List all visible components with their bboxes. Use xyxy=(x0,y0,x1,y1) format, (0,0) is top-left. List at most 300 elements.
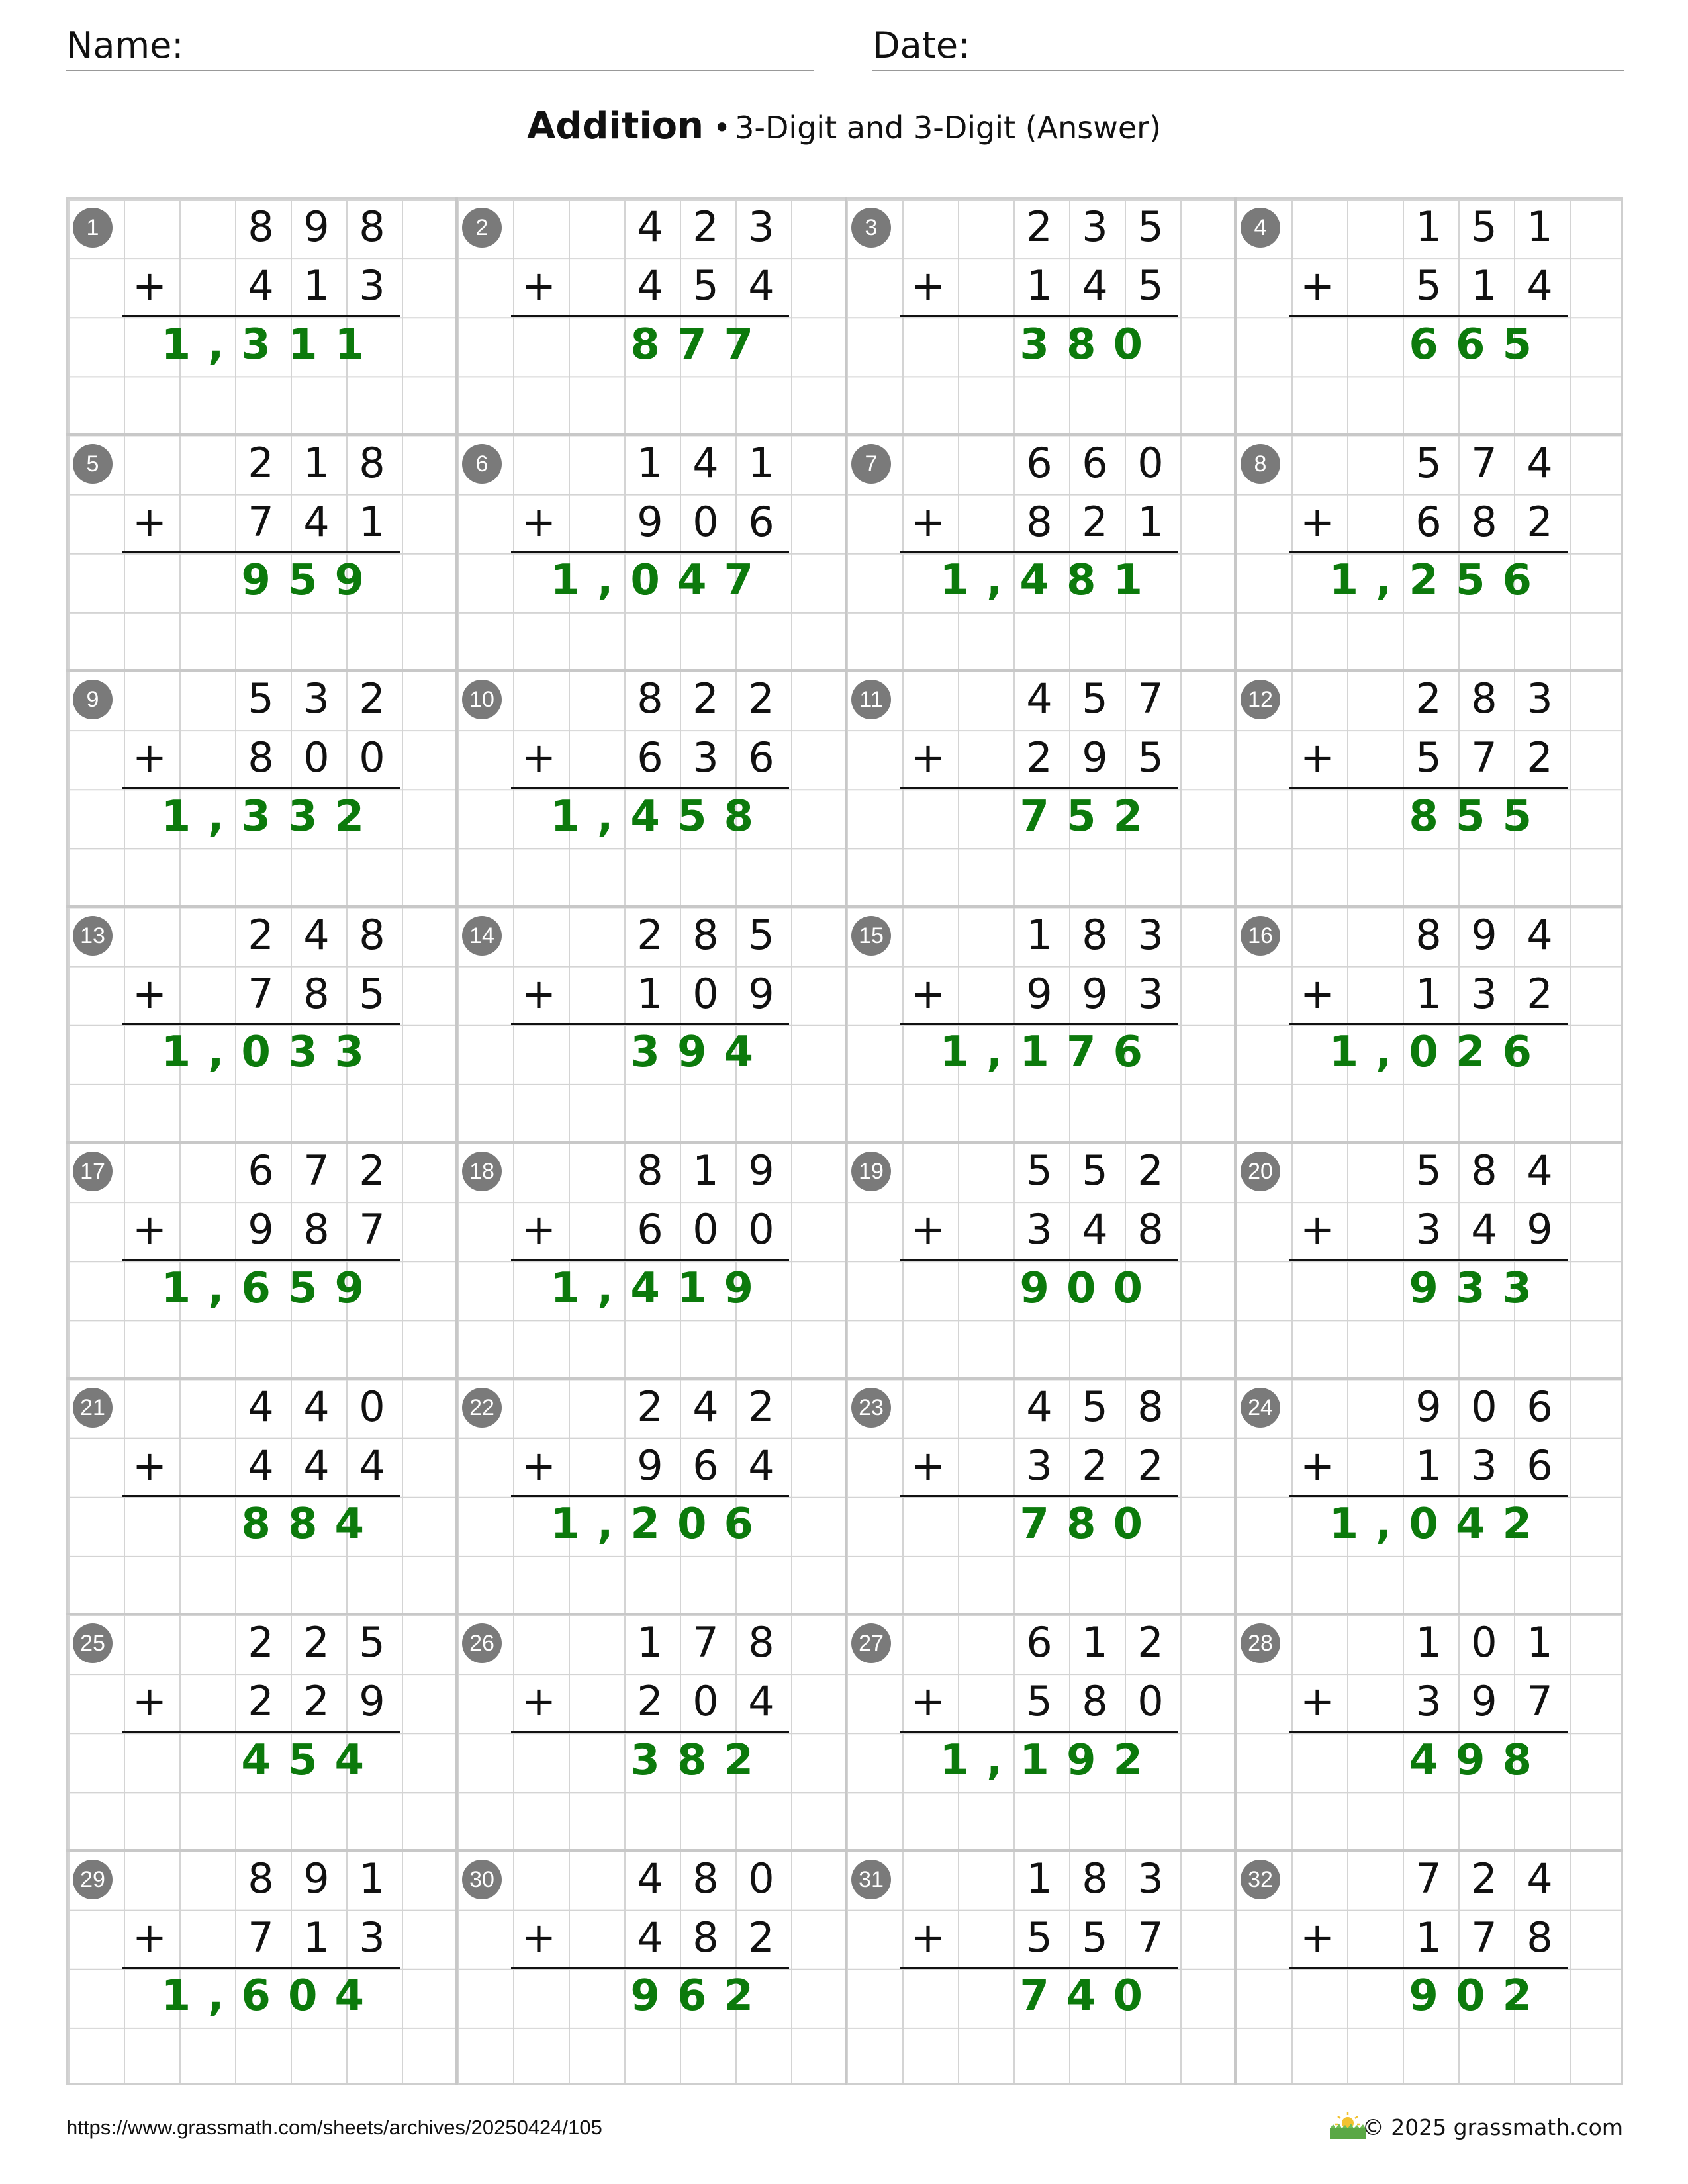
addend-digit: 8 xyxy=(1082,1677,1108,1726)
addend-digit: 4 xyxy=(748,261,774,310)
addend-digit: 8 xyxy=(1471,1146,1497,1195)
answer: 877 xyxy=(630,320,771,369)
addend-digit: 7 xyxy=(1471,733,1497,782)
plus-sign: + xyxy=(1300,261,1335,310)
problem-number-badge: 32 xyxy=(1241,1860,1280,1899)
addend-digit: 2 xyxy=(1526,733,1553,782)
plus-sign: + xyxy=(522,1441,556,1490)
answer: 1,026 xyxy=(1329,1028,1549,1077)
addend-digit: 8 xyxy=(1526,1913,1553,1962)
addend-digit: 7 xyxy=(1137,1913,1164,1962)
answer: 780 xyxy=(1019,1500,1160,1549)
addend-digit: 6 xyxy=(1415,497,1442,546)
addend-digit: 4 xyxy=(637,1913,663,1962)
addend-digit: 2 xyxy=(1137,1146,1164,1195)
problem-block xyxy=(845,1141,1234,1377)
addend-digit: 8 xyxy=(637,1146,663,1195)
answer: 1,206 xyxy=(550,1500,771,1549)
addend-digit: 5 xyxy=(359,969,385,1018)
addend-digit: 2 xyxy=(692,674,719,723)
problem-number-badge: 12 xyxy=(1241,680,1280,719)
addend-digit: 8 xyxy=(359,438,385,487)
block-divider xyxy=(1234,669,1237,905)
plus-sign: + xyxy=(522,1205,556,1253)
problem-block xyxy=(845,197,1234,433)
addend-digit: 8 xyxy=(692,1854,719,1903)
addend-digit: 2 xyxy=(637,1677,663,1726)
addend-digit: 8 xyxy=(1082,910,1108,959)
addend-digit: 7 xyxy=(1415,1854,1442,1903)
addend-digit: 6 xyxy=(1082,438,1108,487)
problem-block xyxy=(845,669,1234,905)
problem-block xyxy=(1234,1377,1623,1614)
problem-block xyxy=(66,1141,455,1377)
problem-block xyxy=(66,1849,455,2085)
addend-digit: 1 xyxy=(359,1854,385,1903)
answer: 1,659 xyxy=(161,1263,381,1313)
problem-number-badge: 15 xyxy=(851,916,891,956)
addend-digit: 3 xyxy=(1137,910,1164,959)
addend-digit: 0 xyxy=(303,733,330,782)
addend-digit: 9 xyxy=(1471,1677,1497,1726)
addend-digit: 4 xyxy=(303,1382,330,1431)
answer: 1,332 xyxy=(161,792,381,841)
problem-block xyxy=(845,1849,1234,2085)
plus-sign: + xyxy=(132,1441,167,1490)
addend-digit: 4 xyxy=(1026,1382,1053,1431)
problem-block xyxy=(1234,433,1623,670)
plus-sign: + xyxy=(132,1205,167,1253)
problem-number-badge: 21 xyxy=(73,1388,113,1428)
problem-block xyxy=(1234,1849,1623,2085)
block-divider xyxy=(1234,1849,1237,2085)
answer: 380 xyxy=(1019,320,1160,369)
addend-digit: 2 xyxy=(1526,497,1553,546)
addend-digit: 8 xyxy=(692,910,719,959)
answer: 1,176 xyxy=(939,1028,1160,1077)
addend-digit: 8 xyxy=(359,203,385,251)
addend-digit: 2 xyxy=(1082,497,1108,546)
addend-digit: 9 xyxy=(748,1146,774,1195)
block-divider xyxy=(845,1849,847,2085)
plus-sign: + xyxy=(522,497,556,546)
problem-number-badge: 17 xyxy=(73,1152,113,1191)
addend-digit: 3 xyxy=(1026,1441,1053,1490)
addend-digit: 7 xyxy=(303,1146,330,1195)
plus-sign: + xyxy=(911,497,945,546)
addend-digit: 4 xyxy=(1082,261,1108,310)
addend-digit: 7 xyxy=(1471,1913,1497,1962)
plus-sign: + xyxy=(1300,497,1335,546)
addend-digit: 1 xyxy=(637,969,663,1018)
addend-digit: 7 xyxy=(359,1205,385,1254)
addend-digit: 2 xyxy=(692,203,719,251)
plus-sign: + xyxy=(911,969,945,1018)
addend-digit: 2 xyxy=(1026,203,1053,251)
addend-digit: 8 xyxy=(359,910,385,959)
addend-digit: 8 xyxy=(1082,1854,1108,1903)
addend-digit: 1 xyxy=(1026,910,1053,959)
block-divider xyxy=(455,1377,458,1614)
addend-digit: 5 xyxy=(1026,1146,1053,1195)
addend-digit: 5 xyxy=(1137,203,1164,251)
addend-digit: 1 xyxy=(359,497,385,546)
plus-sign: + xyxy=(1300,1677,1335,1725)
answer: 1,192 xyxy=(939,1735,1160,1785)
addend-digit: 7 xyxy=(248,497,274,546)
addend-digit: 3 xyxy=(692,733,719,782)
addend-digit: 2 xyxy=(303,1677,330,1726)
problem-number-badge: 13 xyxy=(73,916,113,956)
block-divider xyxy=(1234,905,1237,1142)
problem-number-badge: 4 xyxy=(1241,208,1280,248)
addend-digit: 8 xyxy=(1026,497,1053,546)
answer: 1,458 xyxy=(550,792,771,841)
addend-digit: 9 xyxy=(1082,733,1108,782)
problem-block xyxy=(1234,905,1623,1142)
addend-digit: 1 xyxy=(748,438,774,487)
addend-digit: 2 xyxy=(1526,969,1553,1018)
problem-number-badge: 1 xyxy=(73,208,113,248)
addend-digit: 5 xyxy=(359,1618,385,1666)
plus-sign: + xyxy=(911,1913,945,1962)
problem-block xyxy=(455,1849,845,2085)
addend-digit: 5 xyxy=(1415,438,1442,487)
problem-block xyxy=(455,905,845,1142)
answer: 1,256 xyxy=(1329,556,1549,605)
block-divider xyxy=(845,1613,847,1849)
problem-block xyxy=(455,669,845,905)
problem-block xyxy=(1234,669,1623,905)
addend-digit: 3 xyxy=(748,203,774,251)
block-divider xyxy=(455,1849,458,2085)
addend-digit: 6 xyxy=(1026,438,1053,487)
addend-digit: 9 xyxy=(1471,910,1497,959)
addend-digit: 5 xyxy=(1082,674,1108,723)
answer: 962 xyxy=(630,1972,771,2021)
answer: 900 xyxy=(1019,1263,1160,1313)
block-divider xyxy=(845,1377,847,1614)
problem-block xyxy=(845,433,1234,670)
addend-digit: 5 xyxy=(1026,1677,1053,1726)
block-divider xyxy=(455,1141,458,1377)
plus-sign: + xyxy=(132,261,167,310)
block-divider xyxy=(1234,1377,1237,1614)
addend-digit: 2 xyxy=(248,438,274,487)
addend-digit: 9 xyxy=(303,1854,330,1903)
footer-copyright: © 2025 grassmath.com xyxy=(1362,2115,1623,2140)
addend-digit: 3 xyxy=(1526,674,1553,723)
addend-digit: 8 xyxy=(248,1854,274,1903)
problem-block xyxy=(66,197,455,433)
addend-digit: 4 xyxy=(248,1382,274,1431)
addend-digit: 1 xyxy=(303,1913,330,1962)
addend-digit: 0 xyxy=(748,1205,774,1254)
addend-digit: 3 xyxy=(1137,969,1164,1018)
addend-digit: 6 xyxy=(637,733,663,782)
addend-digit: 2 xyxy=(303,1618,330,1666)
addend-digit: 0 xyxy=(359,1382,385,1431)
addend-digit: 0 xyxy=(1137,438,1164,487)
problem-block xyxy=(455,197,845,433)
plus-sign: + xyxy=(1300,733,1335,782)
addend-digit: 8 xyxy=(692,1913,719,1962)
answer: 902 xyxy=(1409,1972,1549,2021)
answer: 1,419 xyxy=(550,1263,771,1313)
problem-number-badge: 11 xyxy=(851,680,891,719)
addend-digit: 4 xyxy=(248,1441,274,1490)
answer: 1,033 xyxy=(161,1028,381,1077)
addend-digit: 2 xyxy=(1082,1441,1108,1490)
problem-number-badge: 9 xyxy=(73,680,113,719)
problem-block xyxy=(66,905,455,1142)
footer-url: https://www.grassmath.com/sheets/archives/20250424/105 xyxy=(66,2116,602,2139)
addend-digit: 5 xyxy=(1137,733,1164,782)
problem-block xyxy=(845,1377,1234,1614)
block-divider xyxy=(455,433,458,670)
problem-grid xyxy=(66,197,1623,2085)
addend-digit: 9 xyxy=(248,1205,274,1254)
addend-digit: 2 xyxy=(637,1382,663,1431)
answer: 740 xyxy=(1019,1972,1160,2021)
name-label: Name: xyxy=(66,24,184,66)
addend-digit: 5 xyxy=(1082,1913,1108,1962)
plus-sign: + xyxy=(1300,1205,1335,1253)
addend-digit: 3 xyxy=(1082,203,1108,251)
addend-digit: 2 xyxy=(359,1146,385,1195)
block-divider xyxy=(845,905,847,1142)
block-divider xyxy=(845,433,847,670)
answer: 394 xyxy=(630,1028,771,1077)
addend-digit: 2 xyxy=(748,1382,774,1431)
title-main: Addition xyxy=(526,105,704,148)
problem-block xyxy=(1234,1613,1623,1849)
addend-digit: 2 xyxy=(248,910,274,959)
addend-digit: 4 xyxy=(303,1441,330,1490)
plus-sign: + xyxy=(522,733,556,782)
problem-number-badge: 3 xyxy=(851,208,891,248)
date-field[interactable] xyxy=(872,20,1624,71)
block-divider xyxy=(845,197,847,433)
addend-digit: 4 xyxy=(1526,1146,1553,1195)
problem-number-badge: 16 xyxy=(1241,916,1280,956)
addend-digit: 0 xyxy=(692,969,719,1018)
plus-sign: + xyxy=(1300,969,1335,1018)
problem-number-badge: 22 xyxy=(462,1388,502,1428)
addend-digit: 8 xyxy=(303,1205,330,1254)
answer: 665 xyxy=(1409,320,1549,369)
name-field[interactable] xyxy=(66,20,814,71)
addend-digit: 2 xyxy=(1137,1618,1164,1666)
problem-number-badge: 29 xyxy=(73,1860,113,1899)
problem-number-badge: 10 xyxy=(462,680,502,719)
addend-digit: 3 xyxy=(1415,1205,1442,1254)
problem-block xyxy=(845,905,1234,1142)
addend-digit: 4 xyxy=(1082,1205,1108,1254)
addend-digit: 2 xyxy=(637,910,663,959)
addend-digit: 9 xyxy=(1526,1205,1553,1254)
addend-digit: 3 xyxy=(1137,1854,1164,1903)
addend-digit: 2 xyxy=(359,674,385,723)
problem-block xyxy=(66,1377,455,1614)
addend-digit: 6 xyxy=(1526,1441,1553,1490)
problem-block xyxy=(845,1613,1234,1849)
addend-digit: 0 xyxy=(692,497,719,546)
addend-digit: 6 xyxy=(248,1146,274,1195)
plus-sign: + xyxy=(1300,1441,1335,1490)
addend-digit: 1 xyxy=(1471,261,1497,310)
answer: 855 xyxy=(1409,792,1549,841)
addend-digit: 5 xyxy=(1471,203,1497,251)
plus-sign: + xyxy=(132,969,167,1018)
problem-number-badge: 2 xyxy=(462,208,502,248)
addend-digit: 9 xyxy=(748,969,774,1018)
addend-digit: 5 xyxy=(1415,733,1442,782)
answer: 1,047 xyxy=(550,556,771,605)
addend-digit: 1 xyxy=(1415,1913,1442,1962)
addend-digit: 1 xyxy=(1026,1854,1053,1903)
addend-digit: 0 xyxy=(692,1677,719,1726)
addend-digit: 1 xyxy=(1415,203,1442,251)
addend-digit: 7 xyxy=(1526,1677,1553,1726)
addend-digit: 2 xyxy=(748,674,774,723)
plus-sign: + xyxy=(911,733,945,782)
problem-number-badge: 5 xyxy=(73,444,113,484)
answer: 1,311 xyxy=(161,320,381,369)
answer: 382 xyxy=(630,1735,771,1785)
addend-digit: 4 xyxy=(1471,1205,1497,1254)
addend-digit: 8 xyxy=(748,1618,774,1666)
block-divider xyxy=(455,905,458,1142)
plus-sign: + xyxy=(132,497,167,546)
addend-digit: 6 xyxy=(748,497,774,546)
addend-digit: 4 xyxy=(1526,261,1553,310)
addend-digit: 7 xyxy=(248,1913,274,1962)
addend-digit: 4 xyxy=(248,261,274,310)
addend-digit: 5 xyxy=(1415,261,1442,310)
plus-sign: + xyxy=(132,1913,167,1962)
answer: 454 xyxy=(241,1735,381,1785)
addend-digit: 8 xyxy=(248,203,274,251)
addend-digit: 4 xyxy=(692,1382,719,1431)
problem-block xyxy=(1234,1141,1623,1377)
addend-digit: 1 xyxy=(1526,1618,1553,1666)
addend-digit: 3 xyxy=(359,261,385,310)
problem-block xyxy=(455,1141,845,1377)
plus-sign: + xyxy=(911,1677,945,1725)
block-divider xyxy=(1234,1613,1237,1849)
answer: 498 xyxy=(1409,1735,1549,1785)
problem-number-badge: 27 xyxy=(851,1623,891,1663)
addend-digit: 9 xyxy=(359,1677,385,1726)
problem-block xyxy=(455,433,845,670)
addend-digit: 2 xyxy=(1137,1441,1164,1490)
addend-digit: 9 xyxy=(637,1441,663,1490)
addend-digit: 4 xyxy=(748,1677,774,1726)
addend-digit: 2 xyxy=(248,1677,274,1726)
block-divider xyxy=(845,669,847,905)
addend-digit: 2 xyxy=(1026,733,1053,782)
addend-digit: 6 xyxy=(1526,1382,1553,1431)
addend-digit: 3 xyxy=(1471,1441,1497,1490)
addend-digit: 4 xyxy=(1526,438,1553,487)
addend-digit: 5 xyxy=(1415,1146,1442,1195)
plus-sign: + xyxy=(1300,1913,1335,1962)
answer: 933 xyxy=(1409,1263,1549,1313)
addend-digit: 1 xyxy=(1415,1618,1442,1666)
plus-sign: + xyxy=(911,1441,945,1490)
addend-digit: 2 xyxy=(748,1913,774,1962)
problem-number-badge: 18 xyxy=(462,1152,502,1191)
addend-digit: 9 xyxy=(303,203,330,251)
problem-number-badge: 19 xyxy=(851,1152,891,1191)
block-divider xyxy=(455,1613,458,1849)
problem-block xyxy=(1234,197,1623,433)
addend-digit: 1 xyxy=(1415,969,1442,1018)
addend-digit: 8 xyxy=(1137,1205,1164,1254)
date-label: Date: xyxy=(872,24,970,66)
answer: 959 xyxy=(241,556,381,605)
addend-digit: 6 xyxy=(1026,1618,1053,1666)
problem-number-badge: 6 xyxy=(462,444,502,484)
addend-digit: 1 xyxy=(1026,261,1053,310)
plus-sign: + xyxy=(132,1677,167,1725)
addend-digit: 4 xyxy=(1526,1854,1553,1903)
addend-digit: 1 xyxy=(692,1146,719,1195)
addend-digit: 4 xyxy=(748,1441,774,1490)
worksheet-title xyxy=(0,105,1688,148)
plus-sign: + xyxy=(522,969,556,1018)
problem-block xyxy=(66,433,455,670)
addend-digit: 3 xyxy=(1026,1205,1053,1254)
answer: 1,604 xyxy=(161,1972,381,2021)
addend-digit: 3 xyxy=(303,674,330,723)
addend-digit: 1 xyxy=(637,1618,663,1666)
addend-digit: 2 xyxy=(248,1618,274,1666)
problem-number-badge: 20 xyxy=(1241,1152,1280,1191)
addend-digit: 2 xyxy=(1471,1854,1497,1903)
problem-number-badge: 30 xyxy=(462,1860,502,1899)
answer: 884 xyxy=(241,1500,381,1549)
addend-digit: 7 xyxy=(1471,438,1497,487)
problem-block xyxy=(455,1613,845,1849)
block-divider xyxy=(1234,1141,1237,1377)
addend-digit: 9 xyxy=(1415,1382,1442,1431)
addend-digit: 8 xyxy=(1471,674,1497,723)
addend-digit: 5 xyxy=(1082,1382,1108,1431)
problem-number-badge: 26 xyxy=(462,1623,502,1663)
block-divider xyxy=(455,669,458,905)
addend-digit: 4 xyxy=(637,261,663,310)
addend-digit: 3 xyxy=(1415,1677,1442,1726)
title-subtitle: 3-Digit and 3-Digit (Answer) xyxy=(735,110,1162,146)
block-divider xyxy=(845,1141,847,1377)
problem-block xyxy=(66,1613,455,1849)
answer: 1,042 xyxy=(1329,1500,1549,1549)
problem-number-badge: 24 xyxy=(1241,1388,1280,1428)
addend-digit: 5 xyxy=(1082,1146,1108,1195)
problem-number-badge: 23 xyxy=(851,1388,891,1428)
addend-digit: 9 xyxy=(1082,969,1108,1018)
addend-digit: 2 xyxy=(1415,674,1442,723)
addend-digit: 9 xyxy=(1026,969,1053,1018)
problem-block xyxy=(455,1377,845,1614)
addend-digit: 0 xyxy=(359,733,385,782)
plus-sign: + xyxy=(522,261,556,310)
addend-digit: 4 xyxy=(692,438,719,487)
answer: 1,481 xyxy=(939,556,1160,605)
addend-digit: 6 xyxy=(748,733,774,782)
